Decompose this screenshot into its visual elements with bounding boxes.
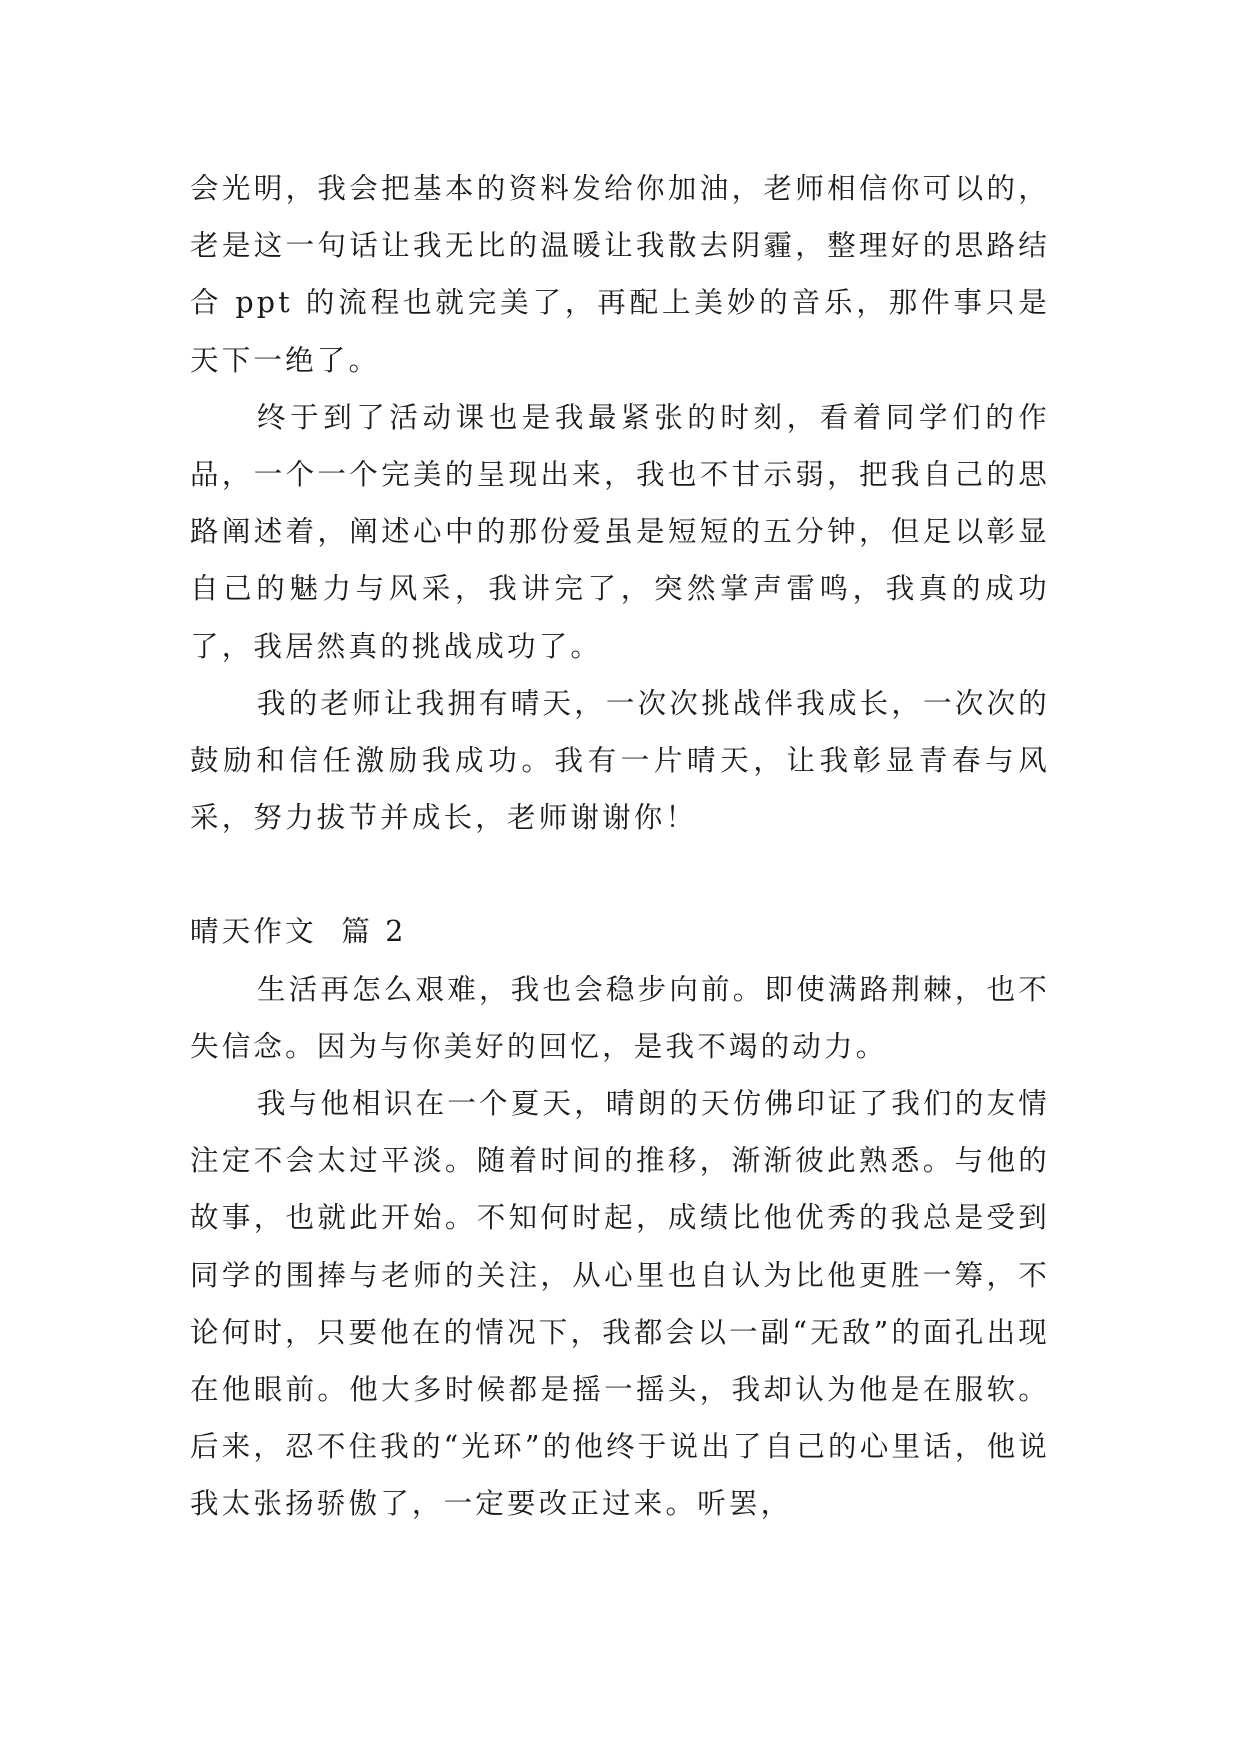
document-page	[190, 160, 1050, 1533]
paragraph-2: 终于到了活动课也是我最紧张的时刻，看着同学们的作品，一个一个完美的呈现出来，我也不甘示弱，把我自己的思路阐述着，阐述心中的那份爱虽是短短的五分钟，但足以彰显自己的魅力与风采，我讲完了，突然掌声雷鸣，我真的成功了，我居然真的挑战成功了。	[190, 400, 1050, 663]
paragraph-3: 我的老师让我拥有晴天，一次次挑战伴我成长，一次次的鼓励和信任激励我成功。我有一片晴天，让我彰显青春与风采，努力拔节并成长，老师谢谢你！	[190, 686, 1050, 835]
paragraph-5: 我与他相识在一个夏天，晴朗的天仿佛印证了我们的友情注定不会太过平淡。随着时间的推移，渐渐彼此熟悉。与他的故事，也就此开始。不知何时起，成绩比他优秀的我总是受到同学的围捧与老师的关注，从心里也自认为比他更胜一筹，不论何时，只要他在的情况下，我都会以一副“无敌”的面孔出现在他眼前。他大多时候都是摇一摇头，我却认为他是在服软。后来，忍不住我的“光环”的他终于说出了自己的心里话，他说我太张扬骄傲了，一定要改正过来。听罢，	[190, 1087, 1050, 1521]
paragraph-4: 生活再怎么艰难，我也会稳步向前。即使满路荆棘，也不失信念。因为与你美好的回忆，是我不竭的动力。	[190, 972, 1050, 1063]
paragraph-1: 会光明，我会把基本的资料发给你加油，老师相信你可以的，老是这一句话让我无比的温暖让我散去阴霾，整理好的思路结合 ppt 的流程也就完美了，再配上美妙的音乐，那件事只是天下一绝了。	[190, 172, 1050, 377]
section-spacer	[190, 846, 1050, 903]
section-heading: 晴天作文 篇 2	[190, 915, 407, 949]
